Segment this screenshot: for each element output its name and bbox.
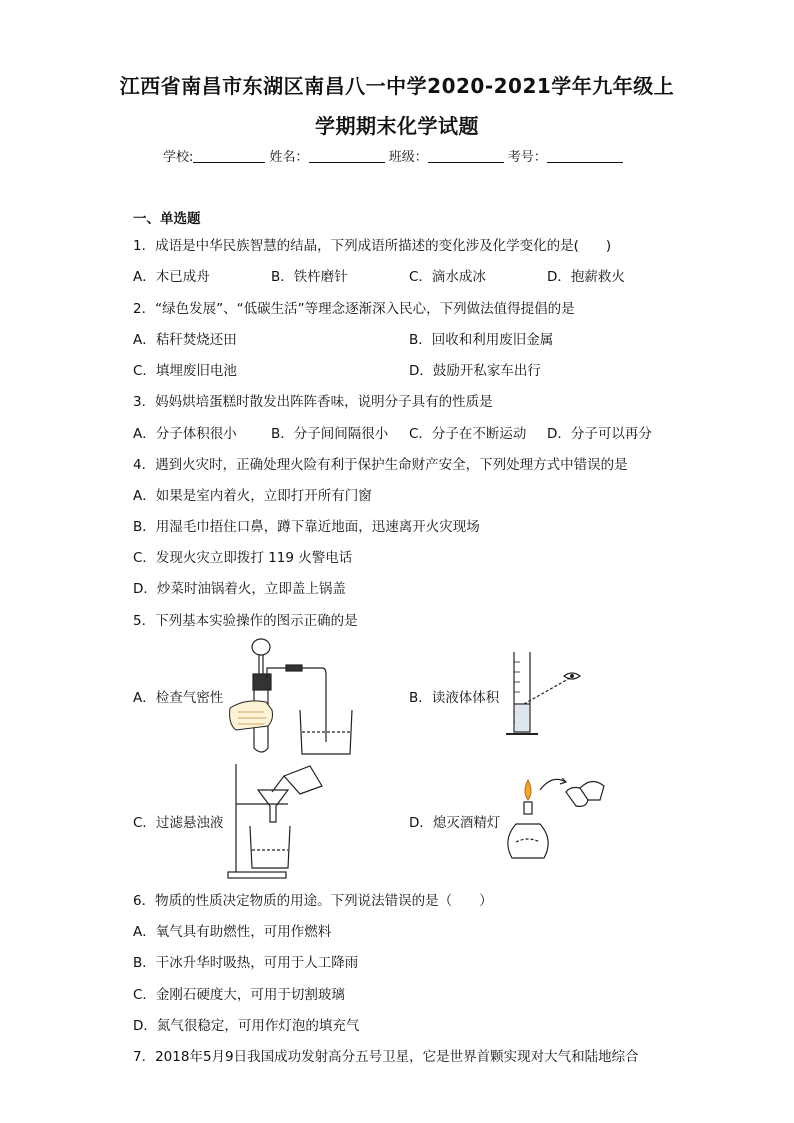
question-3-option-b[interactable]: B．分子间间隔很小 bbox=[271, 426, 389, 442]
question-4-stem: 4．遇到火灾时，正确处理火险有利于保护生命财产安全，下列处理方式中错误的是 bbox=[133, 457, 628, 473]
question-1-option-a[interactable]: A．木已成舟 bbox=[133, 269, 210, 285]
question-6-option-a[interactable]: A．氧气具有助燃性，可用作燃料 bbox=[133, 924, 332, 940]
question-2-option-a[interactable]: A．秸秆焚烧还田 bbox=[133, 332, 237, 348]
alcohol-lamp-figure bbox=[500, 770, 610, 866]
question-6-option-d[interactable]: D．氮气很稳定，可用作灯泡的填充气 bbox=[133, 1018, 360, 1034]
student-info-row bbox=[163, 146, 623, 165]
question-4-option-d[interactable]: D．炒菜时油锅着火，立即盖上锅盖 bbox=[133, 581, 346, 597]
question-4-option-b[interactable]: B．用湿毛巾捂住口鼻，蹲下靠近地面，迅速离开火灾现场 bbox=[133, 519, 480, 535]
number-blank[interactable] bbox=[547, 150, 623, 163]
question-2-option-c[interactable]: C．填埋废旧电池 bbox=[133, 363, 237, 379]
question-3-option-c[interactable]: C．分子在不断运动 bbox=[409, 426, 527, 442]
question-7-stem: 7．2018年5月9日我国成功发射高分五号卫星，它是世界首颗实现对大气和陆地综合 bbox=[133, 1049, 639, 1065]
question-2-option-d[interactable]: D．鼓励开私家车出行 bbox=[409, 363, 541, 379]
name-label: 姓名： bbox=[269, 150, 309, 165]
question-3-option-d[interactable]: D．分子可以再分 bbox=[547, 426, 652, 442]
question-5-option-a[interactable]: A．检查气密性 bbox=[133, 690, 224, 706]
question-2-stem: 2．“绿色发展”、“低碳生活”等理念逐渐深入民心，下列做法值得提倡的是 bbox=[133, 301, 575, 317]
cylinder-reading-figure bbox=[500, 648, 584, 740]
question-1-option-d[interactable]: D．抱薪救火 bbox=[547, 269, 625, 285]
question-2-option-b[interactable]: B．回收和利用废旧金属 bbox=[409, 332, 554, 348]
question-6-option-c[interactable]: C．金刚石硬度大，可用于切割玻璃 bbox=[133, 987, 345, 1003]
class-label: 班级： bbox=[388, 150, 428, 165]
question-5-stem: 5．下列基本实验操作的图示正确的是 bbox=[133, 613, 358, 629]
section-heading-single-choice: 一、单选题 bbox=[133, 211, 201, 227]
filtration-figure bbox=[226, 760, 336, 880]
question-1-option-c[interactable]: C．滴水成冰 bbox=[409, 269, 486, 285]
class-blank[interactable] bbox=[428, 150, 504, 163]
number-label: 考号： bbox=[507, 150, 547, 165]
school-label: 学校: bbox=[163, 150, 194, 165]
question-1-option-b[interactable]: B．铁杵磨针 bbox=[271, 269, 348, 285]
airtightness-check-figure bbox=[226, 634, 356, 758]
question-5-option-d[interactable]: D．熄灭酒精灯 bbox=[409, 815, 501, 831]
question-4-option-a[interactable]: A．如果是室内着火，立即打开所有门窗 bbox=[133, 488, 372, 504]
question-6-option-b[interactable]: B．干冰升华时吸热，可用于人工降雨 bbox=[133, 955, 359, 971]
question-1-stem: 1．成语是中华民族智慧的结晶，下列成语所描述的变化涉及化学变化的是( ) bbox=[133, 238, 612, 254]
question-6-stem: 6．物质的性质决定物质的用途。下列说法错误的是（ ） bbox=[133, 893, 493, 909]
question-4-option-c[interactable]: C．发现火灾立即拨打 119 火警电话 bbox=[133, 550, 353, 566]
question-3-option-a[interactable]: A．分子体积很小 bbox=[133, 426, 237, 442]
question-5-option-c[interactable]: C．过滤悬浊液 bbox=[133, 815, 224, 831]
name-blank[interactable] bbox=[309, 150, 385, 163]
exam-title-line1: 江西省南昌市东湖区南昌八一中学2020-2021学年九年级上 bbox=[119, 74, 675, 98]
question-3-stem: 3．妈妈烘培蛋糕时散发出阵阵香味，说明分子具有的性质是 bbox=[133, 394, 493, 410]
question-5-option-b[interactable]: B．读液体体积 bbox=[409, 690, 500, 706]
exam-title-line2: 学期期末化学试题 bbox=[315, 114, 479, 138]
school-blank[interactable] bbox=[193, 150, 265, 163]
